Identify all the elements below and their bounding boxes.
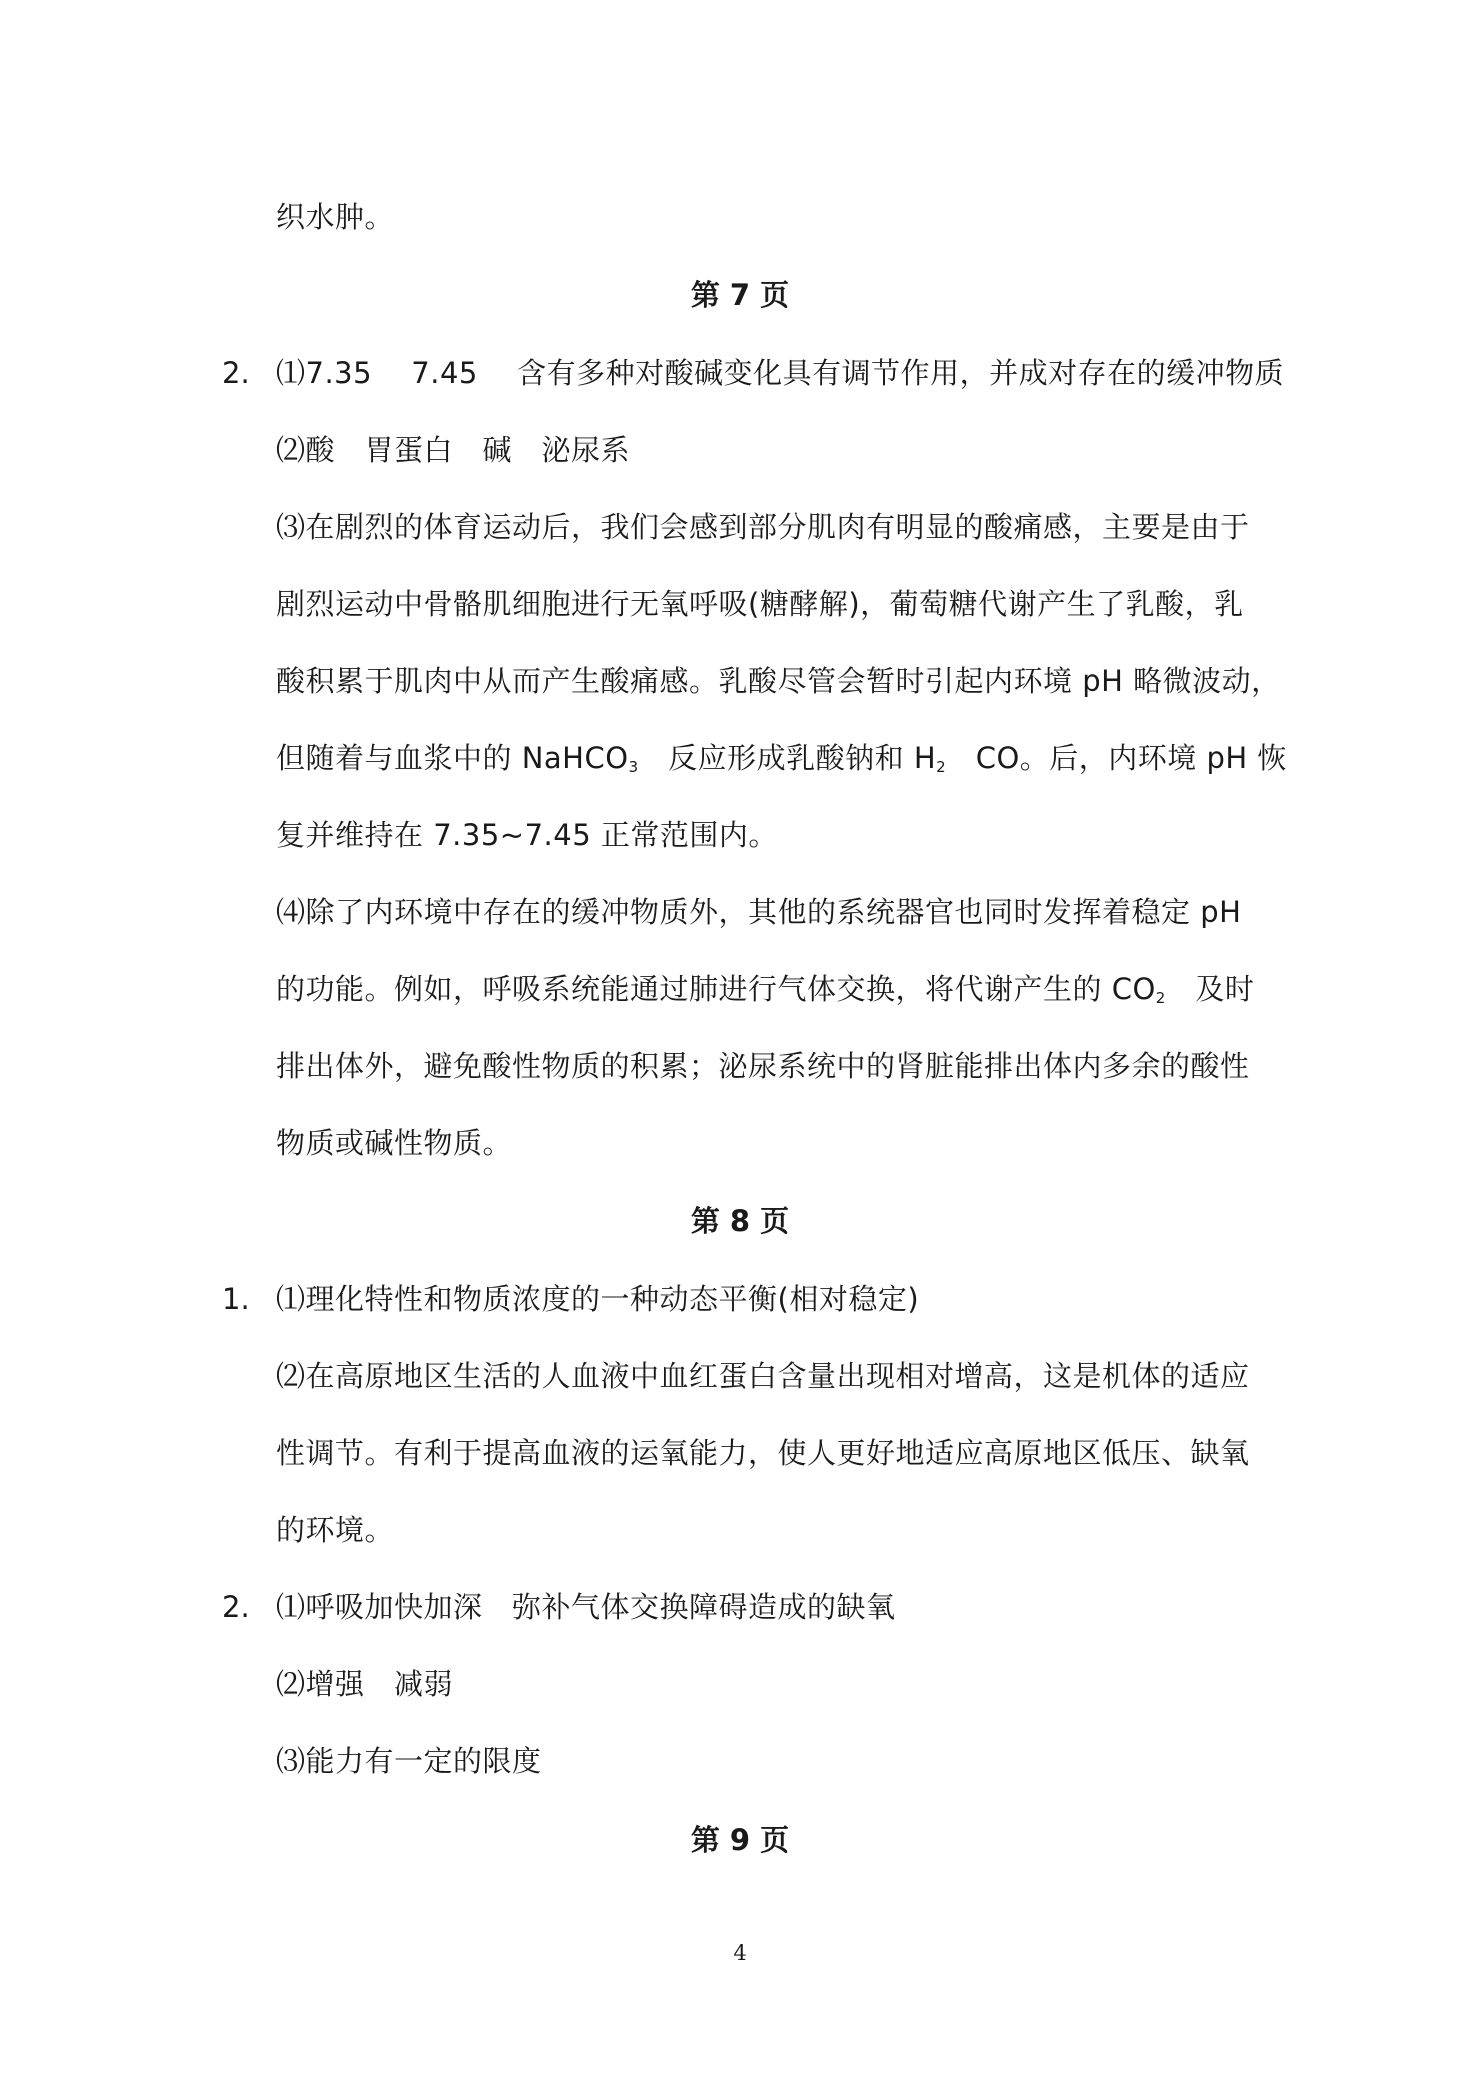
text-line: 织水肿。 — [276, 200, 395, 234]
text-segment: CO。后，内环境 pH 恢 — [946, 741, 1287, 775]
text-segment: 的功能。例如，呼吸系统能通过肺进行气体交换，将代谢产生的 CO — [276, 972, 1156, 1006]
answer-line: 物质或碱性物质。 — [276, 1126, 513, 1160]
answer-line: ⑴呼吸加快加深 弥补气体交换障碍造成的缺氧 — [276, 1590, 896, 1624]
answer-line — [276, 969, 1254, 1014]
text-segment: 及时 — [1165, 972, 1255, 1006]
answer-line: 的环境。 — [276, 1513, 395, 1547]
answer-line: ⑶能力有一定的限度 — [276, 1744, 542, 1778]
answer-line: 剧烈运动中骨骼肌细胞进行无氧呼吸(糖酵解)，葡萄糖代谢产生了乳酸，乳 — [276, 587, 1244, 621]
answer-line: 排出体外，避免酸性物质的积累；泌尿系统中的肾脏能排出体内多余的酸性 — [276, 1049, 1250, 1083]
answer-line: ⑶在剧烈的体育运动后，我们会感到部分肌肉有明显的酸痛感，主要是由于 — [276, 510, 1250, 544]
subscript: 3 — [628, 758, 639, 776]
answer-line: 性调节。有利于提高血液的运氧能力，使人更好地适应高原地区低压、缺氧 — [276, 1436, 1250, 1470]
answer-line: ⑴理化特性和物质浓度的一种动态平衡(相对稳定) — [276, 1282, 920, 1316]
page-number: 4 — [733, 1941, 747, 1965]
answer-line: ⑵增强 减弱 — [276, 1667, 454, 1701]
answer-line: ⑴7.35 7.45 含有多种对酸碱变化具有调节作用，并成对存在的缓冲物质 — [276, 356, 1285, 390]
section-heading-page-7: 第 7 页 — [690, 278, 790, 312]
question-number: 1. — [222, 1282, 250, 1316]
text-segment: 但随着与血浆中的 NaHCO — [276, 741, 629, 775]
section-heading-page-8: 第 8 页 — [690, 1204, 790, 1238]
question-number: 2. — [222, 1590, 250, 1624]
answer-line — [276, 738, 1287, 783]
subscript: 2 — [1155, 989, 1166, 1007]
subscript: 2 — [936, 758, 947, 776]
text-segment: 反应形成乳酸钠和 H — [638, 741, 937, 775]
question-number: 2. — [222, 356, 250, 390]
answer-line: ⑵酸 胃蛋白 碱 泌尿系 — [276, 433, 631, 467]
answer-line: ⑵在高原地区生活的人血液中血红蛋白含量出现相对增高，这是机体的适应 — [276, 1359, 1250, 1393]
section-heading-page-9: 第 9 页 — [690, 1823, 790, 1857]
answer-line: 酸积累于肌肉中从而产生酸痛感。乳酸尽管会暂时引起内环境 pH 略微波动， — [276, 664, 1281, 698]
answer-line: 复并维持在 7.35~7.45 正常范围内。 — [276, 818, 778, 852]
answer-line: ⑷除了内环境中存在的缓冲物质外，其他的系统器官也同时发挥着稳定 pH — [276, 895, 1242, 929]
